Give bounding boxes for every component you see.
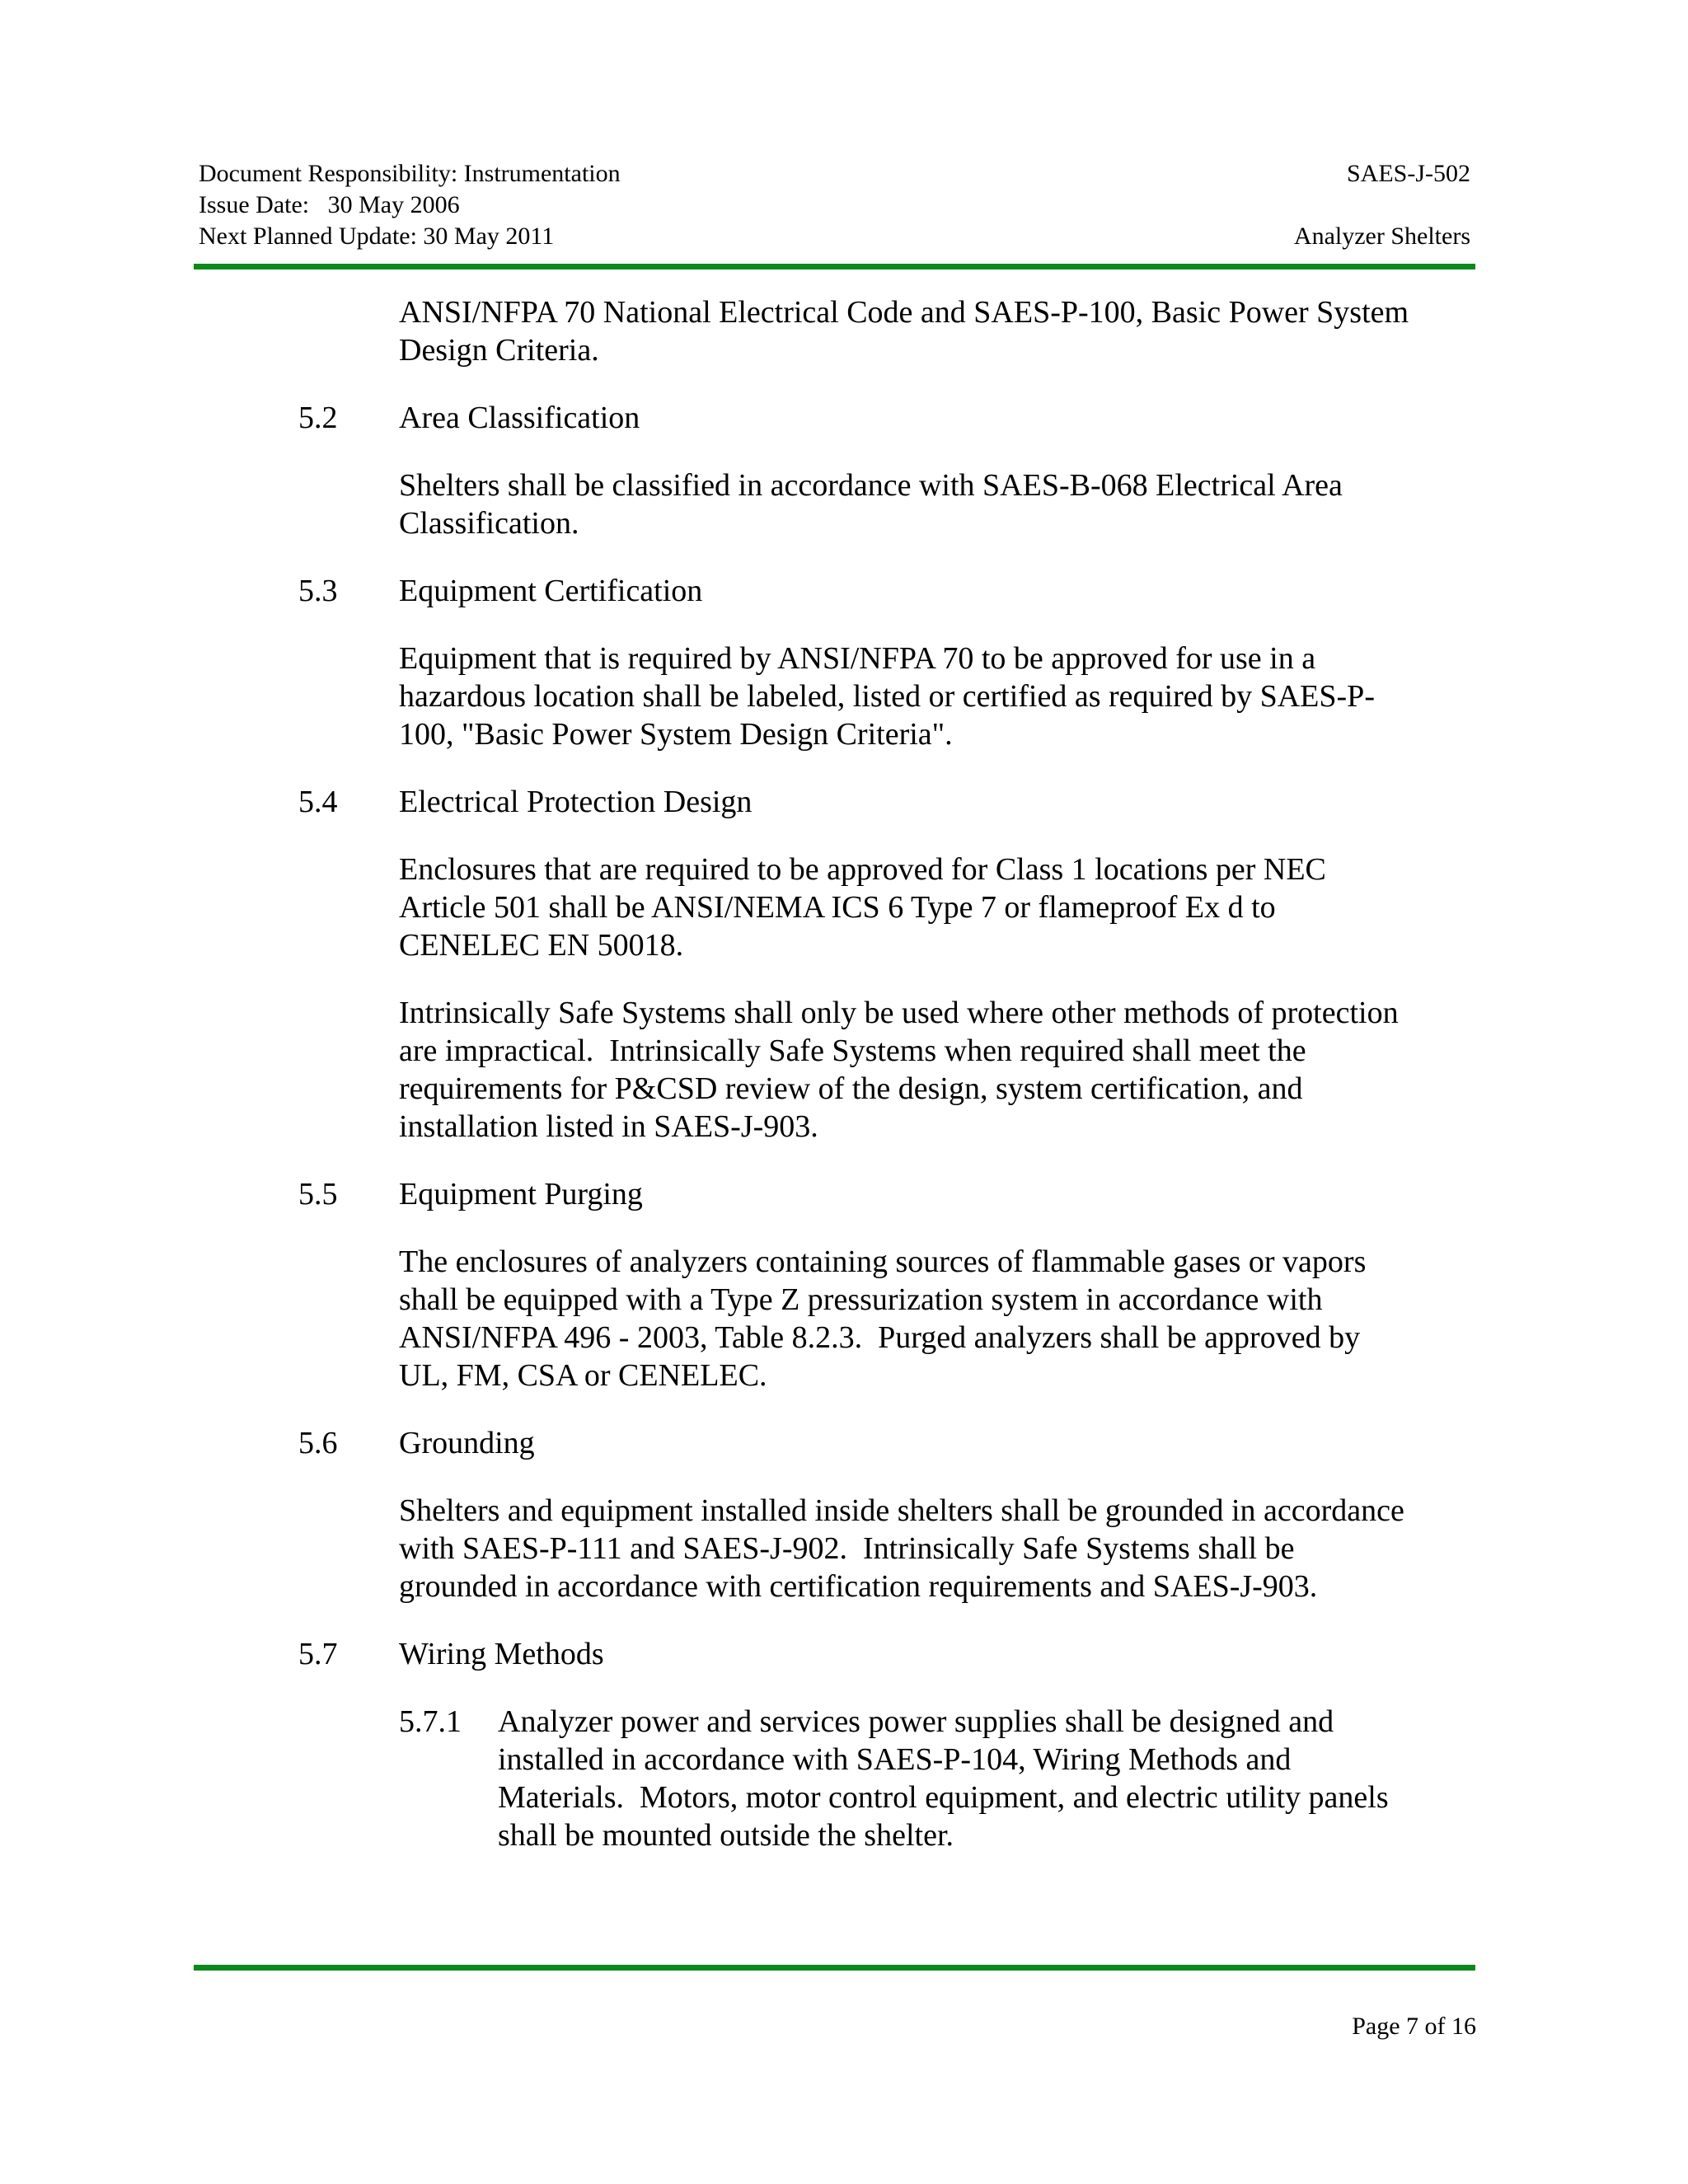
issue-date: Issue Date: 30 May 2006	[199, 191, 460, 218]
section-number: 5.7	[298, 1637, 338, 1671]
text-line: Article 501 shall be ANSI/NEMA ICS 6 Type 7 or flameproof Ex d to	[399, 890, 1276, 925]
doc-number: SAES-J-502	[1346, 160, 1470, 187]
text-line: Design Criteria.	[399, 333, 599, 368]
text-line: Shelters and equipment installed inside shelters shall be grounded in accordance	[399, 1493, 1404, 1528]
section-title: Equipment Certification	[399, 574, 703, 608]
text-line: Enclosures that are required to be approved for Class 1 locations per NEC	[399, 852, 1326, 887]
text-line: Analyzer power and services power supplies shall be designed and	[498, 1704, 1334, 1739]
text-line: installation listed in SAES-J-903.	[399, 1109, 818, 1144]
section-heading-5-4	[298, 783, 1477, 821]
section-heading-5-2	[298, 399, 1477, 437]
text-line: Equipment that is required by ANSI/NFPA 70 to be approved for use in a	[399, 641, 1316, 676]
subsection-5-7-1	[399, 1703, 1477, 1854]
section-heading-5-5	[298, 1175, 1477, 1213]
section-5-4-paragraph-1	[399, 851, 1477, 964]
section-number: 5.4	[298, 785, 338, 819]
text-line: Intrinsically Safe Systems shall only be used where other methods of protection	[399, 996, 1399, 1030]
text-line: ANSI/NFPA 496 - 2003, Table 8.2.3. Purged analyzers shall be approved by	[399, 1320, 1361, 1355]
page-number: Page 7 of 16	[1352, 2013, 1476, 2040]
text-line: The enclosures of analyzers containing sources of flammable gases or vapors	[399, 1244, 1367, 1279]
section-5-5-paragraph	[399, 1243, 1477, 1394]
subsection-text	[498, 1703, 1477, 1854]
section-5-3-paragraph	[399, 640, 1477, 753]
section-number: 5.6	[298, 1426, 338, 1460]
intro-paragraph	[399, 293, 1477, 369]
section-title: Electrical Protection Design	[399, 785, 753, 819]
section-title: Wiring Methods	[399, 1637, 604, 1671]
text-line: requirements for P&CSD review of the design, system certification, and	[399, 1071, 1303, 1106]
section-number: 5.5	[298, 1177, 338, 1212]
text-line: CENELEC EN 50018.	[399, 928, 684, 963]
text-line: hazardous location shall be labeled, listed or certified as required by SAES-P-	[399, 679, 1375, 714]
section-5-6-paragraph	[399, 1492, 1477, 1605]
text-line: ANSI/NFPA 70 National Electrical Code and SAES-P-100, Basic Power System	[399, 295, 1409, 330]
section-5-2-paragraph	[399, 466, 1477, 542]
section-heading-5-6	[298, 1424, 1477, 1462]
section-heading-5-7	[298, 1635, 1477, 1673]
next-planned-update: Next Planned Update: 30 May 2011	[199, 223, 555, 250]
text-line: shall be mounted outside the shelter.	[498, 1818, 954, 1853]
text-line: 100, "Basic Power System Design Criteria".	[399, 717, 953, 752]
text-line: Materials. Motors, motor control equipment, and electric utility panels	[498, 1780, 1389, 1815]
section-title: Equipment Purging	[399, 1177, 643, 1212]
page-header	[199, 158, 1470, 252]
subsection-number: 5.7.1	[399, 1704, 462, 1739]
footer-divider	[194, 1965, 1475, 1971]
text-line: installed in accordance with SAES-P-104, Wiring Methods and	[498, 1742, 1292, 1777]
section-heading-5-3	[298, 572, 1477, 610]
text-line: UL, FM, CSA or CENELEC.	[399, 1358, 767, 1393]
text-line: Classification.	[399, 506, 579, 541]
text-line: are impractical. Intrinsically Safe Systems when required shall meet the	[399, 1033, 1306, 1068]
section-title: Grounding	[399, 1426, 535, 1460]
text-line: shall be equipped with a Type Z pressurization system in accordance with	[399, 1282, 1323, 1317]
section-number: 5.3	[298, 574, 338, 608]
text-line: with SAES-P-111 and SAES-J-902. Intrinsically Safe Systems shall be	[399, 1531, 1295, 1566]
doc-responsibility: Document Responsibility: Instrumentation	[199, 160, 621, 187]
text-line: Shelters shall be classified in accordance with SAES-B-068 Electrical Area	[399, 468, 1343, 503]
section-title: Area Classification	[399, 401, 640, 435]
text-line: grounded in accordance with certification requirements and SAES-J-903.	[399, 1569, 1318, 1604]
section-number: 5.2	[298, 401, 338, 435]
document-body	[298, 293, 1477, 1854]
section-5-4-paragraph-2	[399, 994, 1477, 1146]
doc-title: Analyzer Shelters	[1293, 223, 1470, 250]
header-divider	[194, 264, 1475, 269]
